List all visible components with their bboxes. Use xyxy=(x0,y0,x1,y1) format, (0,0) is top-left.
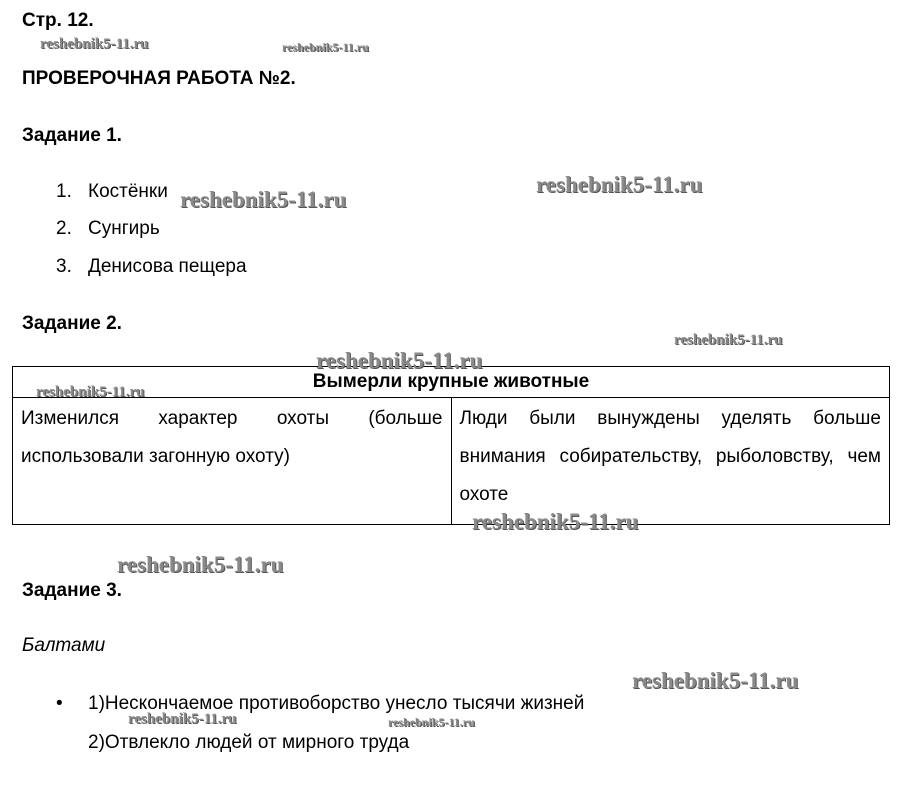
table-cell-right: Люди были вынуждены уделять больше внимания собирательству, рыболовству, чем охоте xyxy=(451,398,890,525)
item-number: 3. xyxy=(56,256,72,277)
watermark: reshebnik5-11.ru xyxy=(180,187,347,212)
watermark: reshebnik5-11.ru xyxy=(388,715,475,729)
item-text: Денисова пещера xyxy=(88,256,247,277)
task1-item xyxy=(56,181,168,203)
watermark: reshebnik5-11.ru xyxy=(316,348,483,373)
watermark: reshebnik5-11.ru xyxy=(536,172,703,197)
task3-heading: Задание 3. xyxy=(22,580,122,601)
task1-heading: Задание 1. xyxy=(22,125,122,146)
watermark: reshebnik5-11.ru xyxy=(472,509,639,534)
page-reference: Стр. 12. xyxy=(22,10,94,31)
task1-item xyxy=(56,256,247,278)
watermark: reshebnik5-11.ru xyxy=(282,40,369,54)
work-title: ПРОВЕРОЧНАЯ РАБОТА №2. xyxy=(22,68,296,89)
watermark: reshebnik5-11.ru xyxy=(674,332,783,348)
bullet-line-2: 2)Отвлекло людей от мирного труда xyxy=(88,732,410,753)
item-number: 1. xyxy=(56,181,72,202)
item-text: Костёнки xyxy=(88,181,168,202)
item-text: Сунгирь xyxy=(88,218,160,239)
table-cell-left: Изменился характер охоты (больше использовали загонную охоту) xyxy=(13,398,452,525)
task3-answer: Балтами xyxy=(22,635,106,656)
table-header: Вымерли крупные животные xyxy=(13,367,890,398)
bullet-line-1: 1)Нескончаемое противоборство унесло тысячи жизней xyxy=(88,693,585,714)
watermark: reshebnik5-11.ru xyxy=(36,384,145,400)
task2-heading: Задание 2. xyxy=(22,313,122,334)
watermark: reshebnik5-11.ru xyxy=(128,711,237,727)
item-number: 2. xyxy=(56,218,72,239)
watermark: reshebnik5-11.ru xyxy=(632,668,799,693)
watermark: reshebnik5-11.ru xyxy=(40,36,149,52)
watermark: reshebnik5-11.ru xyxy=(117,552,284,577)
bullet-icon: • xyxy=(56,693,63,714)
task1-item xyxy=(56,218,160,240)
